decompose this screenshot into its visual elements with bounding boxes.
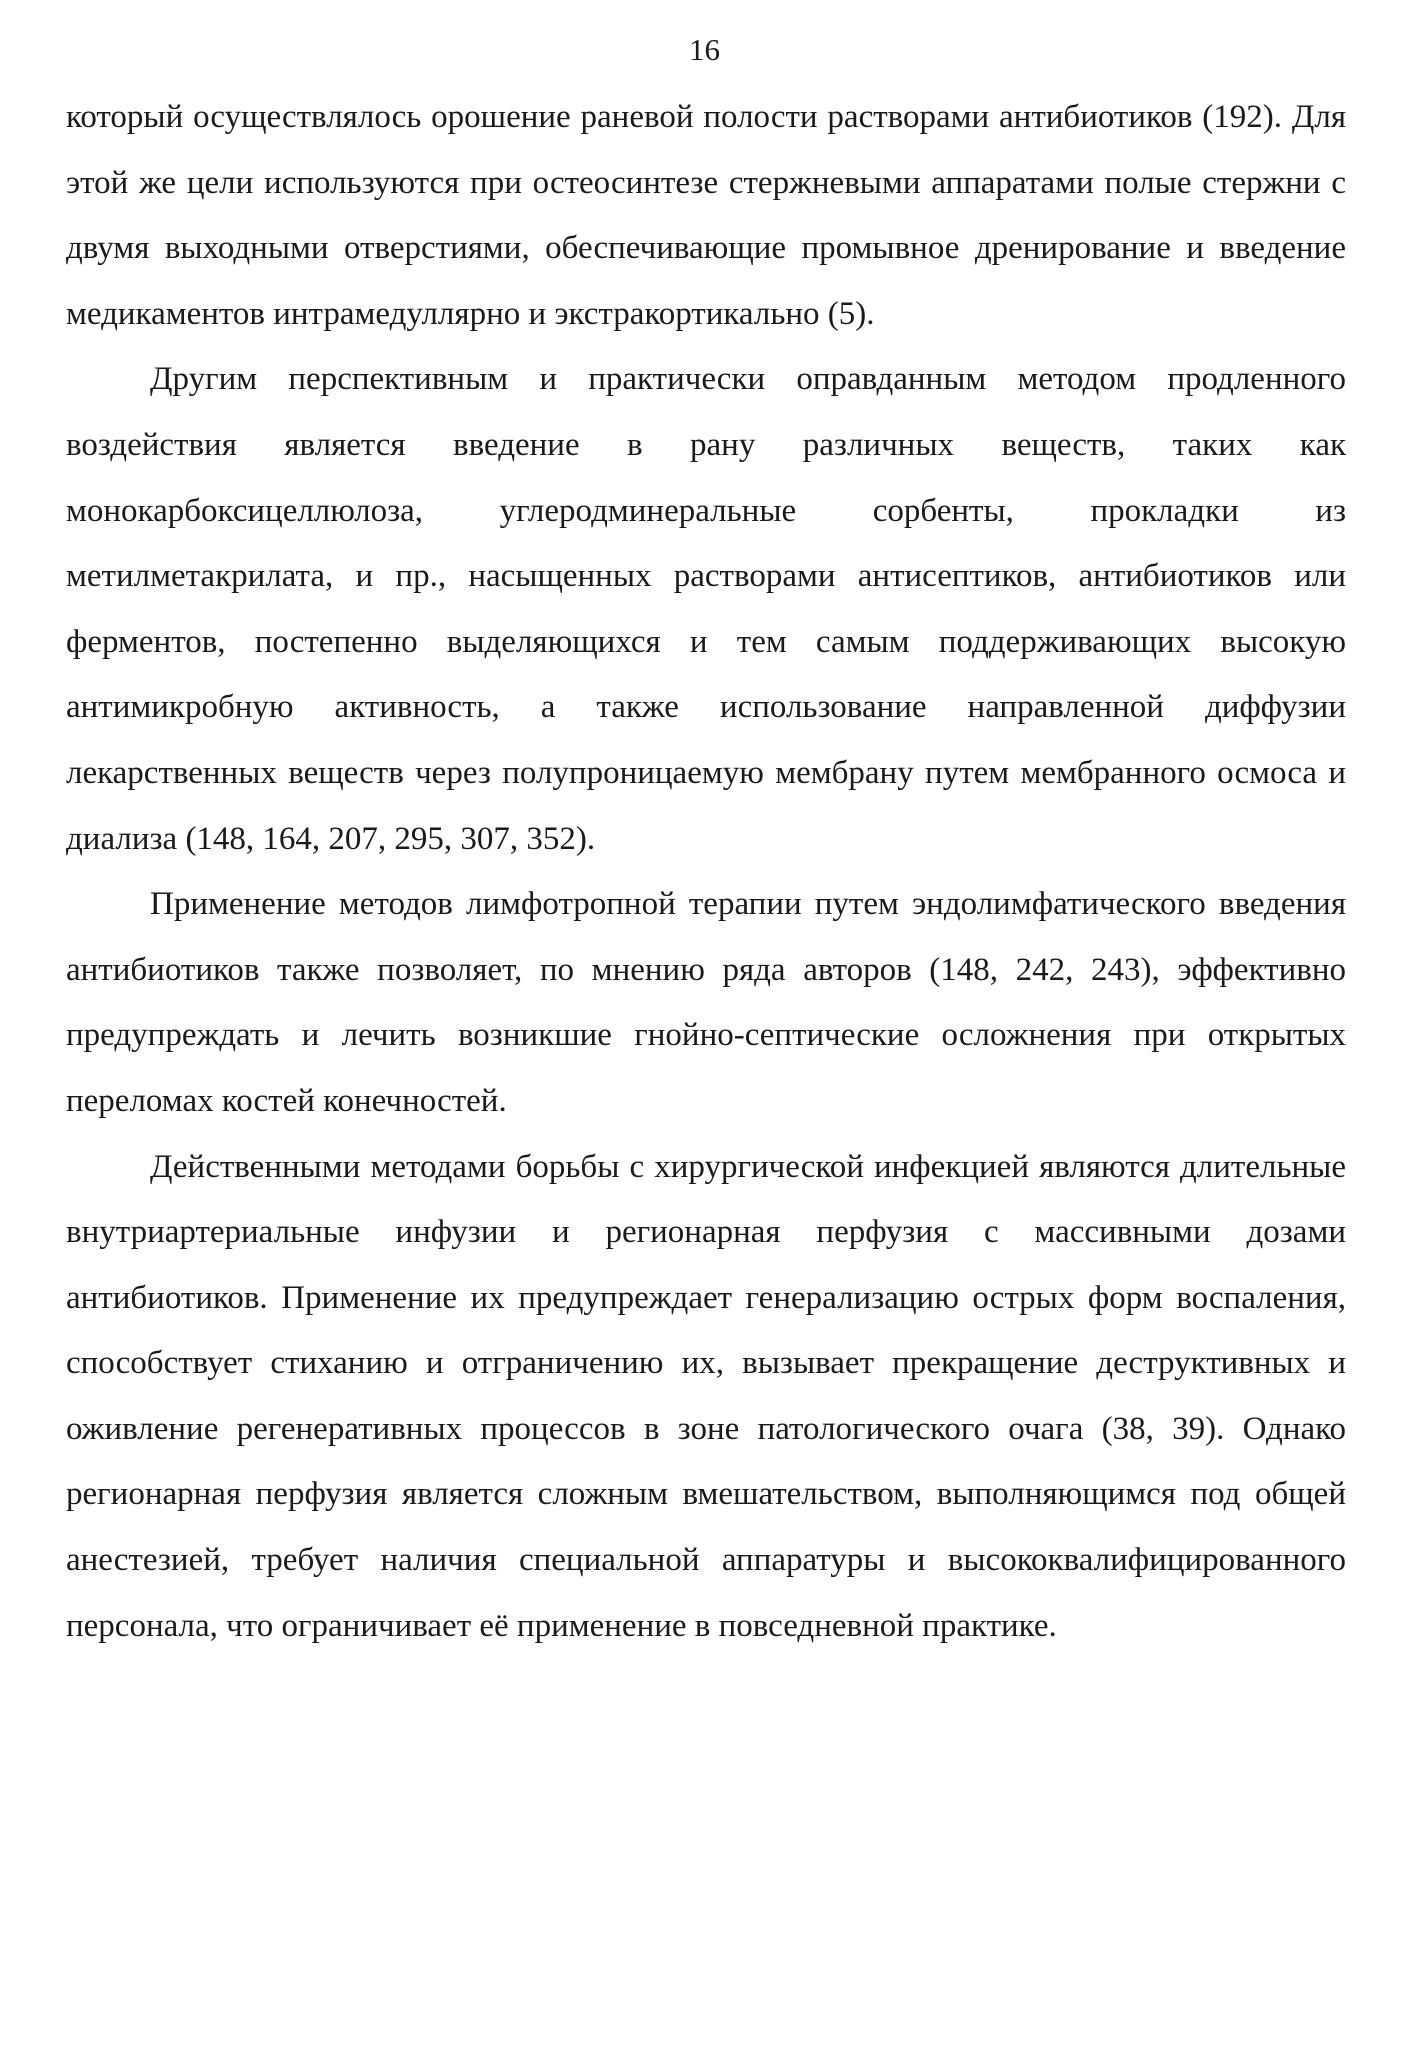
paragraph-regional-perfusion: Действенными методами борьбы с хирургической инфекцией являются длительные внутриартериальные инфузии и регионарная перфузия с массивными дозами антибиотиков. Применение их предупреждает генерализацию острых форм воспаления, способствует стиханию и отграничению их, вызывает прекращение деструктивных и оживление регенеративных процессов в зоне патологического очага (38, 39). Однако регионарная перфузия является сложным вмешательством, выполняющимся под общей анестезией, требует наличия специальной аппаратуры и высококвалифицированного персонала, что ограничивает её применение в повседневной практике. [66, 1148, 1346, 1644]
body-text [66, 85, 1346, 1659]
paragraph-lymphotropic-therapy: Применение методов лимфотропной терапии путем эндолимфатического введения антибиотиков также позволяет, по мнению ряда авторов (148, 242, 243), эффективно предупреждать и лечить возникшие гнойно-септические осложнения при открытых переломах костей конечностей. [66, 886, 1346, 1119]
paragraph-continuation: который осуществлялось орошение раневой полости растворами антибиотиков (192). Для этой же цели используются при остеосинтезе стержневыми аппаратами полые стержни с двумя выходными отверстиями, обеспечивающие промывное дренирование и введение медикаментов интрамедуллярно и экстракортикально (5). [66, 99, 1346, 332]
paragraph-prolonged-action-methods: Другим перспективным и практически оправданным методом продленного воздействия является введение в рану различных веществ, таких как монокарбоксицеллюлоза, углеродминеральные сорбенты, прокладки из метилметакрилата, и пр., насыщенных растворами антисептиков, антибиотиков или ферментов, постепенно выделяющихся и тем самым поддерживающих высокую антимикробную активность, а также использование направленной диффузии лекарственных веществ через полупроницаемую мембрану путем мембранного осмоса и диализа (148, 164, 207, 295, 307, 352). [66, 361, 1346, 857]
page-number: 16 [689, 32, 720, 67]
